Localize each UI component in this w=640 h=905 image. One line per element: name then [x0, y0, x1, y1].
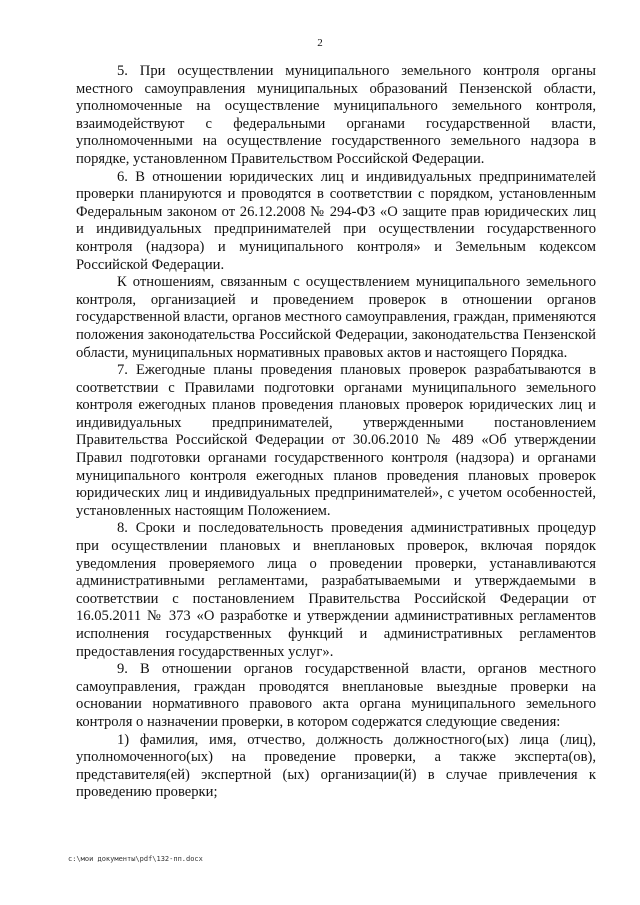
paragraph-8: 8. Сроки и последовательность проведения административных процедур при осуществлении плановых и внеплановых проверок, включая порядок уведомления проверяемого лица о проведении проверки, устанавливаются административными регламентами, разрабатываемыми и утверждаемыми в соответствии с постановлением Правительства Российской Федерации от 16.05.2011 № 373 «О разработке и утверждении административных регламентов исполнения государственных функций и административных регламентов предоставления государственных услуг».	[76, 520, 596, 660]
paragraph-9: 9. В отношении органов государственной власти, органов местного самоуправления, граждан проводятся внеплановые выездные проверки на основании нормативного правового акта органа муниципального земельного контроля о назначении проверки, в котором содержатся следующие сведения:	[76, 661, 596, 730]
paragraph-5: 5. При осуществлении муниципального земельного контроля органы местного самоуправления муниципальных образований Пензенской области, уполномоченные на осуществление муниципального земельного контроля, взаимодействуют с федеральными органами государственной власти, уполномоченными на осуществление государственного земельного надзора в порядке, установленном Правительством Российской Федерации.	[76, 63, 596, 167]
paragraph-6: 6. В отношении юридических лиц и индивидуальных предпринимателей проверки планируются и проводятся в соответствии с порядком, установленным Федеральным законом от 26.12.2008 № 294-ФЗ «О защите прав юридических лиц и индивидуальных предпринимателей при осуществлении государственного контроля (надзора) и муниципального контроля» и Земельным кодексом Российской Федерации.	[76, 168, 596, 273]
page-number: 2	[317, 37, 323, 49]
file-path-footer: c:\мои документы\pdf\132-пп.docx	[68, 855, 203, 863]
paragraph-9-item-1: 1) фамилия, имя, отчество, должность должностного(ых) лица (лиц), уполномоченного(ых) на проведение проверки, а также эксперта(ов), представителя(ей) экспертной (ых) организации(й) в случае привлечения к проведению проверки;	[76, 731, 596, 801]
document-body	[76, 63, 596, 802]
paragraph-6-relations: К отношениям, связанным с осуществлением муниципального земельного контроля, организацией и проведением проверок в отношении органов государственной власти, органов местного самоуправления, граждан, применяются положения законодательства Российской Федерации, законодательства Пензенской области, муниципальных нормативных правовых актов и настоящего Порядка.	[76, 274, 596, 361]
paragraph-7: 7. Ежегодные планы проведения плановых проверок разрабатываются в соответствии с Правилами подготовки органами муниципального земельного контроля ежегодных планов проведения плановых проверок юридических лиц и индивидуальных предпринимателей, утвержденными постановлением Правительства Российской Федерации от 30.06.2010 № 489 «Об утверждении Правил подготовки органами государственного контроля (надзора) и органами муниципального контроля ежегодных планов проведения плановых проверок юридических лиц и индивидуальных предпринимателей», с учетом особенностей, установленных настоящим Положением.	[76, 362, 596, 519]
